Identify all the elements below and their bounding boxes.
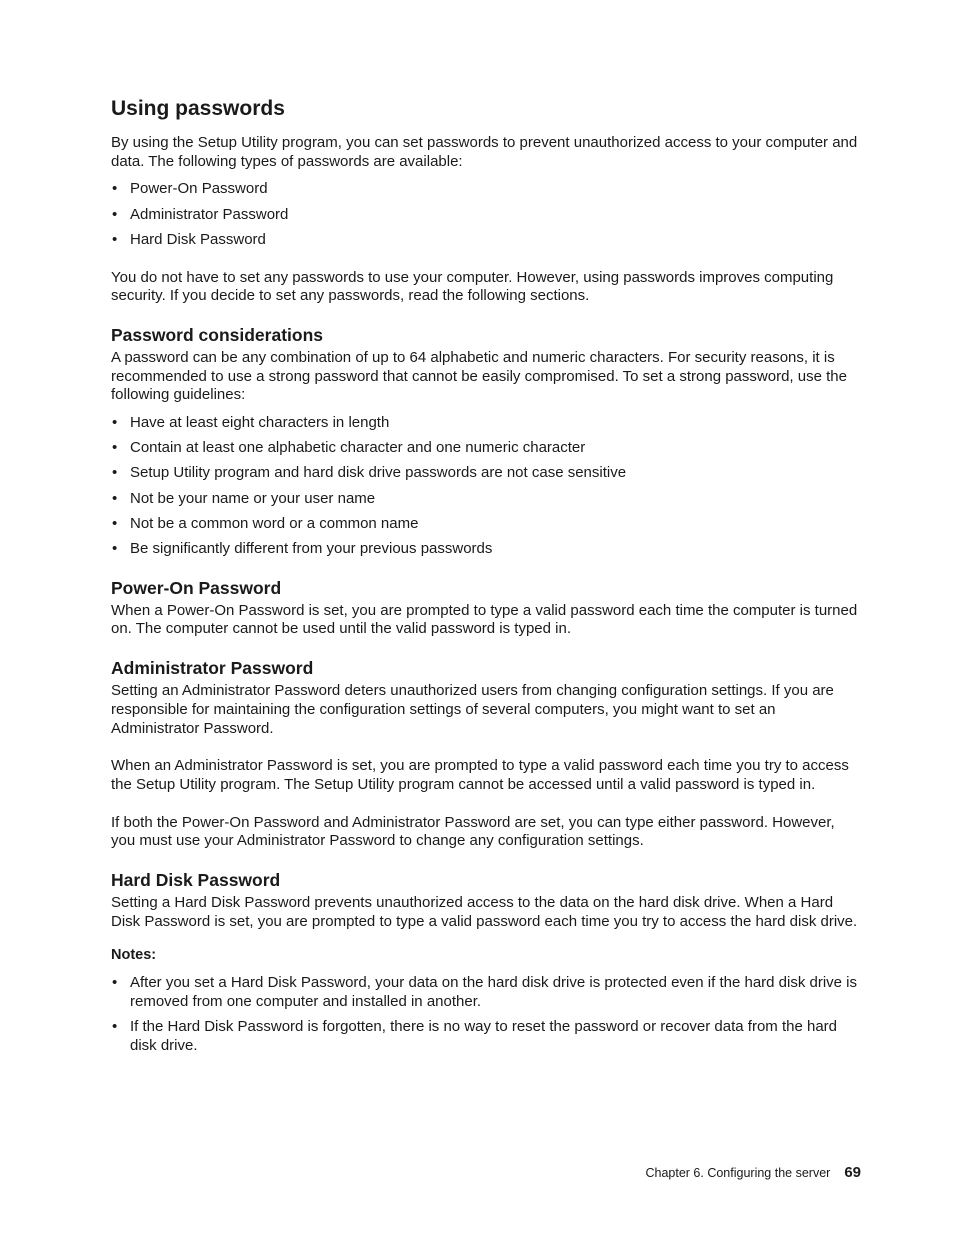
page-number: 69 — [844, 1164, 861, 1181]
bullet-icon: • — [112, 540, 118, 558]
considerations-paragraph: A password can be any combination of up to 64 alphabetic and numeric characters. For security reasons, it is recommended to use a strong password that cannot be easily compromised. To set a strong password, use the following guidelines: — [111, 348, 847, 404]
list-item: • Have at least eight characters in length — [112, 414, 390, 432]
administrator-paragraph-3: If both the Power-On Password and Administrator Password are set, you can type either password. However, you must use your Administrator Password to change any configuration settings. — [111, 813, 835, 850]
list-item: • If the Hard Disk Password is forgotten, there is no way to reset the password or recover data from the hard disk drive. — [112, 1018, 837, 1055]
bullet-icon: • — [112, 974, 118, 992]
list-item: • Be significantly different from your previous passwords — [112, 540, 493, 558]
hard-disk-paragraph: Setting a Hard Disk Password prevents unauthorized access to the data on the hard disk drive. When a Hard Disk Password is set, you are prompted to type a valid password each time you try to access the hard disk drive. — [111, 894, 858, 930]
guidelines-list — [111, 414, 863, 559]
page-content — [111, 96, 863, 1062]
bullet-icon: • — [112, 464, 118, 482]
administrator-paragraph-2: When an Administrator Password is set, you are prompted to type a valid password each time you try to access the Setup Utility program. The Setup Utility program cannot be accessed until a valid password is typed in. — [111, 757, 849, 793]
list-item: • Not be your name or your user name — [112, 489, 376, 507]
bullet-icon: • — [112, 439, 118, 457]
bullet-icon: • — [112, 205, 118, 223]
page-footer — [645, 1163, 861, 1183]
bullet-icon: • — [112, 230, 118, 248]
list-item: • After you set a Hard Disk Password, your data on the hard disk drive is protected even if the hard disk drive is removed from one computer and installed in another. — [112, 974, 858, 1011]
intro-paragraph: By using the Setup Utility program, you can set passwords to prevent unauthorized access to your computer and data. The following types of passwords are available: — [111, 134, 858, 170]
administrator-paragraph-1: Setting an Administrator Password deters unauthorized users from changing configuration settings. If you are responsible for maintaining the configuration settings of several computers, you might want to set an Administrator Password. — [111, 682, 834, 737]
chapter-label: Chapter 6. Configuring the server — [645, 1166, 831, 1180]
notes-list — [111, 974, 863, 1055]
password-types-list — [111, 180, 863, 249]
list-item: • Administrator Password — [112, 205, 289, 223]
bullet-icon: • — [112, 489, 118, 507]
bullet-icon: • — [112, 514, 118, 532]
not-required-paragraph: You do not have to set any passwords to use your computer. However, using passwords improves computing security. If you decide to set any passwords, read the following sections. — [111, 268, 834, 305]
page-title: Using passwords — [111, 97, 285, 120]
list-item: • Setup Utility program and hard disk drive passwords are not case sensitive — [112, 464, 627, 482]
bullet-icon: • — [112, 180, 118, 198]
list-item: • Contain at least one alphabetic character and one numeric character — [112, 439, 586, 457]
list-item: • Power-On Password — [112, 180, 268, 198]
bullet-icon: • — [112, 414, 118, 432]
heading-administrator-password: Administrator Password — [111, 658, 314, 679]
heading-power-on-password: Power-On Password — [111, 577, 282, 598]
power-on-paragraph: When a Power-On Password is set, you are prompted to type a valid password each time the computer is turned on. The computer cannot be used until the valid password is typed in. — [111, 601, 858, 638]
list-item: • Hard Disk Password — [112, 230, 266, 248]
heading-password-considerations: Password considerations — [111, 324, 324, 345]
heading-hard-disk-password: Hard Disk Password — [111, 870, 281, 891]
list-item: • Not be a common word or a common name — [112, 514, 419, 532]
notes-label: Notes: — [111, 947, 157, 964]
bullet-icon: • — [112, 1018, 118, 1036]
